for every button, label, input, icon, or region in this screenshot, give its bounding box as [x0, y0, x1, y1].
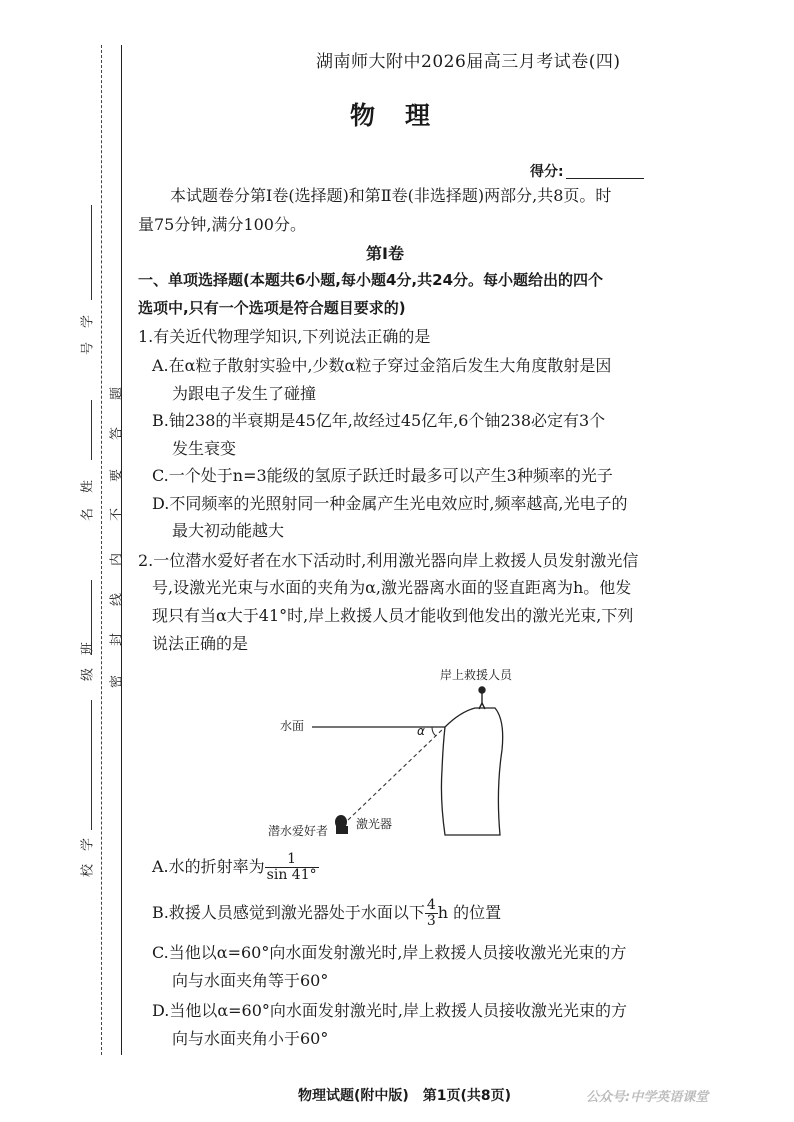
- exam-title: 湖南师大附中2026届高三月考试卷(四): [316, 52, 621, 72]
- label-banji-1: 班: [80, 642, 96, 656]
- rescuer-label: 岸上救援人员: [440, 668, 513, 682]
- label-xingming-1: 姓: [80, 480, 96, 494]
- q2-a-numerator: 1: [265, 852, 319, 868]
- binding-solid-line: [121, 45, 122, 1055]
- q1-option-d-line2: 最大初动能越大: [172, 521, 285, 540]
- q2-option-a: [152, 850, 319, 884]
- laser-ray: [348, 727, 445, 820]
- q2-option-d-line2: 向与水面夹角小于60°: [172, 1029, 329, 1048]
- q2-a-denominator: sin 41°: [266, 867, 317, 883]
- watermark: 公众号:中学英语课堂: [586, 1090, 709, 1105]
- q2-option-a-text: A.水的折射率为: [152, 857, 265, 876]
- name-blank[interactable]: [91, 400, 92, 460]
- q2-figure: [260, 660, 560, 845]
- label-xuehao-2: 号: [80, 342, 96, 356]
- q2-option-b-fraction: [425, 898, 438, 929]
- q2-option-b: [152, 896, 501, 930]
- q1-option-a-line1: A.在α粒子散射实验中,少数α粒子穿过金箔后发生大角度散射是因: [152, 356, 612, 375]
- label-xuexiao-2: 校: [80, 864, 96, 878]
- q1-stem: 1.有关近代物理学知识,下列说法正确的是: [138, 327, 431, 346]
- page-footer: 物理试题(附中版) 第1页(共8页): [298, 1088, 512, 1104]
- label-xingming-2: 名: [80, 508, 96, 522]
- seal-char-7: 答: [109, 427, 125, 441]
- intro-line-2: 量75分钟,满分100分。: [138, 215, 306, 234]
- q1-option-c: C.一个处于n=3能级的氢原子跃迁时最多可以产生3种频率的光子: [152, 466, 613, 485]
- angle-arc: [432, 727, 436, 736]
- score-blank[interactable]: [566, 178, 644, 179]
- q2-option-d-line1: D.当他以α=60°向水面发射激光时,岸上救援人员接收激光光束的方: [152, 1001, 628, 1020]
- binding-dashed-line: [101, 45, 102, 1055]
- intro-line-1: 本试题卷分第Ⅰ卷(选择题)和第Ⅱ卷(非选择题)两部分,共8页。时: [170, 186, 612, 205]
- q2-b-numerator: 4: [426, 897, 436, 913]
- q1-option-a-line2: 为跟电子发生了碰撞: [172, 384, 317, 403]
- seal-char-8: 题: [109, 387, 125, 401]
- rescuer-figure: [479, 687, 485, 709]
- diver-figure: [335, 815, 348, 834]
- q1-option-b-line1: B.铀238的半衰期是45亿年,故经过45亿年,6个铀238必定有3个: [152, 411, 606, 430]
- label-xuexiao-1: 学: [80, 838, 96, 852]
- seal-char-1: 密: [109, 675, 125, 689]
- label-banji-2: 级: [80, 668, 96, 682]
- laser-label: 激光器: [356, 817, 393, 831]
- q2-stem-line4: 说法正确的是: [152, 634, 249, 653]
- q1-option-d-line1: D.不同频率的光照射同一种金属产生光电效应时,频率越高,光电子的: [152, 494, 628, 513]
- q2-option-b-suffix: h 的位置: [437, 903, 502, 922]
- q2-stem-line3: 现只有当α大于41°时,岸上救援人员才能收到他发出的激光光束,下列: [152, 606, 634, 625]
- diver-label: 潜水爱好者: [268, 824, 329, 838]
- subject-title: 物理: [350, 101, 461, 130]
- q2-stem-line1: 2.一位潜水爱好者在水下活动时,利用激光器向岸上救援人员发射激光信: [138, 551, 639, 570]
- score-label: 得分:: [530, 164, 564, 180]
- seal-char-3: 线: [109, 593, 125, 607]
- cliff-outline: [441, 708, 502, 835]
- water-label: 水面: [280, 719, 305, 733]
- section-title: 第Ⅰ卷: [366, 244, 404, 263]
- q2-option-c-line1: C.当他以α=60°向水面发射激光时,岸上救援人员接收激光光束的方: [152, 943, 627, 962]
- label-xuehao-1: 学: [80, 315, 96, 329]
- seal-char-6: 要: [109, 469, 125, 483]
- q1-option-b-line2: 发生衰变: [172, 439, 237, 458]
- seal-char-5: 不: [109, 508, 125, 522]
- seal-char-4: 内: [109, 553, 125, 567]
- q2-option-b-text: B.救援人员感觉到激光器处于水面以下: [152, 903, 425, 922]
- q2-option-c-line2: 向与水面夹角等于60°: [172, 971, 329, 990]
- part1-heading-1: 一、单项选择题(本题共6小题,每小题4分,共24分。每小题给出的四个: [138, 271, 604, 289]
- alpha-label: α: [417, 724, 425, 738]
- seal-char-2: 封: [109, 633, 125, 647]
- q2-option-a-fraction: [265, 852, 319, 883]
- school-blank[interactable]: [91, 700, 92, 830]
- q2-b-denominator: 3: [426, 913, 436, 929]
- student-id-blank[interactable]: [91, 205, 92, 300]
- part1-heading-2: 选项中,只有一个选项是符合题目要求的): [138, 299, 406, 317]
- q2-stem-line2: 号,设激光光束与水面的夹角为α,激光器离水面的竖直距离为h。他发: [152, 578, 632, 597]
